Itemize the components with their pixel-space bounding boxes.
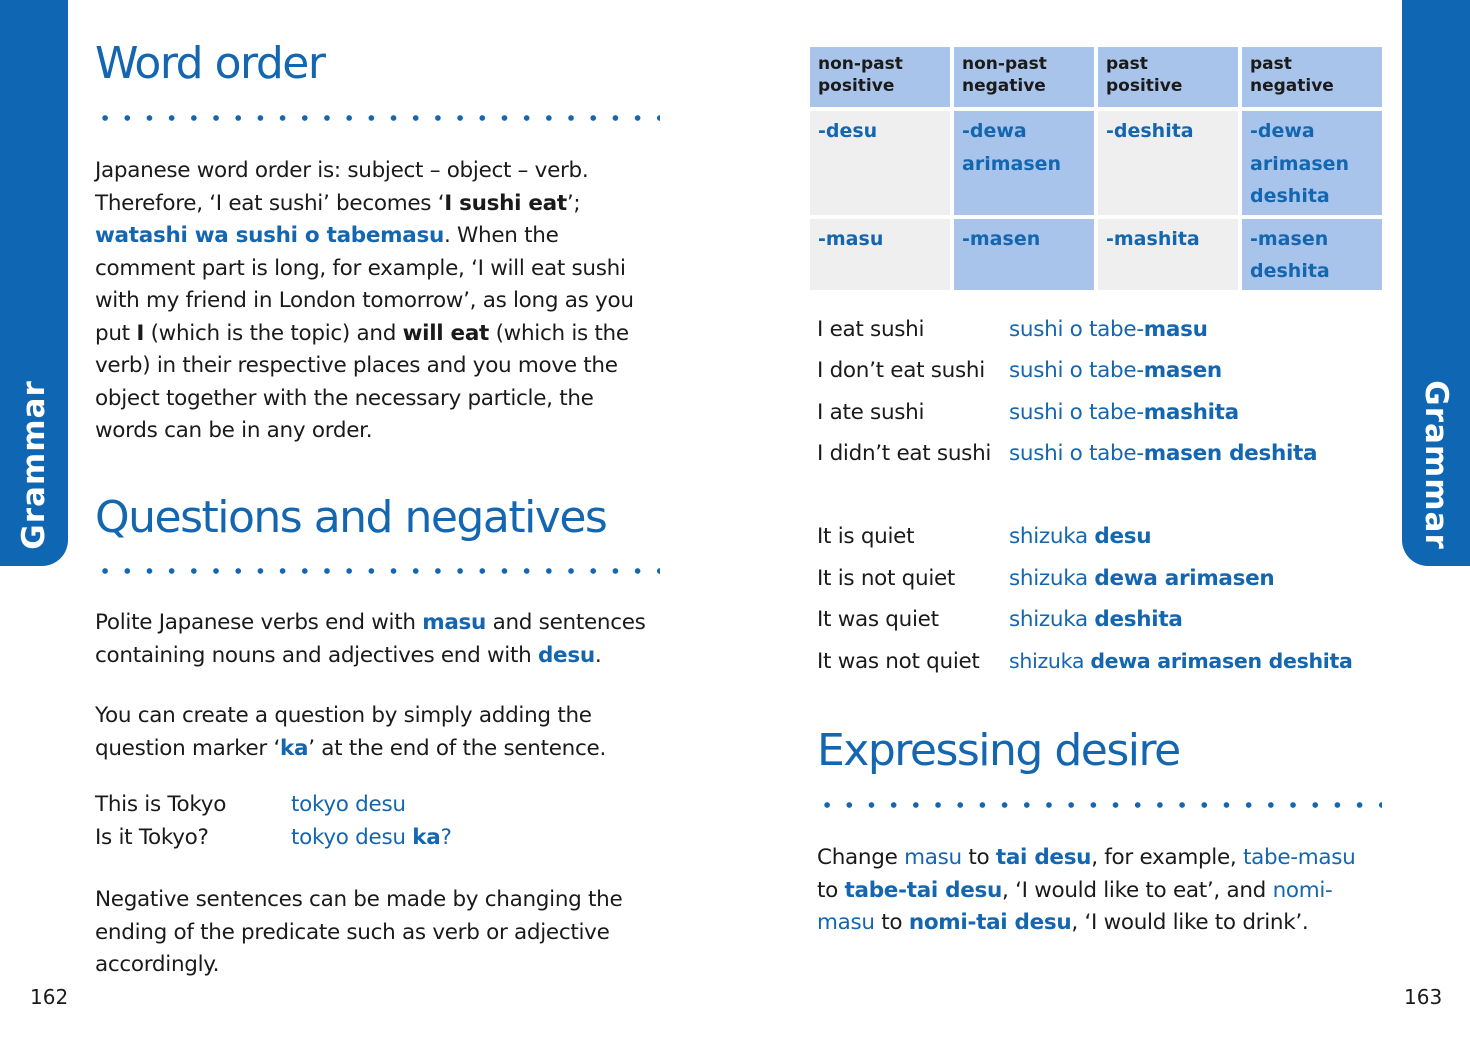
- dotted-divider: [816, 802, 1382, 808]
- verb-example-jp: sushi o tabe-masu: [1009, 317, 1208, 342]
- page-number-right: 163: [1404, 985, 1443, 1009]
- questions-paragraph-2: You can create a question by simply adding the question marker ‘ka’ at the end of the sentence.: [95, 703, 606, 761]
- adj-example-jp: shizuka dewa arimasen: [1009, 566, 1275, 591]
- conjugation-table: [806, 43, 1386, 294]
- verb-example-en: I didn’t eat sushi: [817, 441, 992, 466]
- adj-example-en: It is quiet: [817, 524, 915, 549]
- table-cell: -dewa arimasen: [954, 111, 1094, 215]
- adj-example-en: It was not quiet: [817, 649, 980, 674]
- verb-example-jp: sushi o tabe-masen: [1009, 358, 1222, 383]
- section-title-word-order: Word order: [95, 38, 325, 89]
- adj-example-jp: shizuka deshita: [1009, 607, 1183, 632]
- table-cell: -dewa arimasen deshita: [1242, 111, 1382, 215]
- side-tab-label: Grammar: [1418, 380, 1454, 550]
- verb-example-en: I don’t eat sushi: [817, 358, 985, 383]
- dotted-divider: [94, 568, 660, 574]
- section-title-desire: Expressing desire: [817, 725, 1180, 776]
- table-cell: -deshita: [1098, 111, 1238, 215]
- table-header: past positive: [1098, 47, 1238, 107]
- table-header: past negative: [1242, 47, 1382, 107]
- word-order-paragraph: Japanese word order is: subject – object – verb. Therefore, ‘I eat sushi’ becomes ‘I sushi eat’; watashi wa sushi o tabemasu. When the comment part is long, for example, ‘I will eat sushi with my friend in London tomorrow’, as long as you put I (which is the topic) and will eat (which is the verb) in their respective places and you move the object together with the necessary particle, the words can be in any order.: [95, 158, 634, 443]
- side-tab-right: [1402, 0, 1470, 566]
- table-header: non-past positive: [810, 47, 950, 107]
- example-jp: tokyo desu ka?: [291, 825, 452, 850]
- example-jp: tokyo desu: [291, 792, 406, 817]
- desire-paragraph: Change masu to tai desu, for example, tabe-masu to tabe-tai desu, ‘I would like to eat’, and nomi- masu to nomi-tai desu, ‘I would like to drink’.: [817, 845, 1356, 935]
- table-cell: -masu: [810, 219, 950, 290]
- example-en: This is Tokyo: [95, 792, 227, 817]
- table-row: [810, 219, 1382, 290]
- verb-example-jp: sushi o tabe-mashita: [1009, 400, 1239, 425]
- page-number-left: 162: [30, 985, 69, 1009]
- verb-example-en: I eat sushi: [817, 317, 925, 342]
- questions-paragraph-1: Polite Japanese verbs end with masu and sentences containing nouns and adjectives end with desu.: [95, 610, 646, 668]
- table-cell: -mashita: [1098, 219, 1238, 290]
- adj-example-jp: shizuka desu: [1009, 524, 1152, 549]
- adj-example-en: It is not quiet: [817, 566, 956, 591]
- table-cell: -masen: [954, 219, 1094, 290]
- side-tab-label: Grammar: [16, 380, 52, 550]
- example-en: Is it Tokyo?: [95, 825, 209, 850]
- verb-example-en: I ate sushi: [817, 400, 925, 425]
- table-row: [810, 111, 1382, 215]
- table-cell: -desu: [810, 111, 950, 215]
- table-header: non-past negative: [954, 47, 1094, 107]
- verb-example-jp: sushi o tabe-masen deshita: [1009, 441, 1318, 466]
- section-title-questions: Questions and negatives: [95, 492, 607, 543]
- dotted-divider: [94, 115, 660, 121]
- adj-example-jp: shizuka dewa arimasen deshita: [1009, 649, 1353, 673]
- adj-example-en: It was quiet: [817, 607, 939, 632]
- questions-paragraph-3: Negative sentences can be made by changing the ending of the predicate such as verb or adjective accordingly.: [95, 887, 623, 977]
- side-tab-left: [0, 0, 68, 566]
- table-cell: -masen deshita: [1242, 219, 1382, 290]
